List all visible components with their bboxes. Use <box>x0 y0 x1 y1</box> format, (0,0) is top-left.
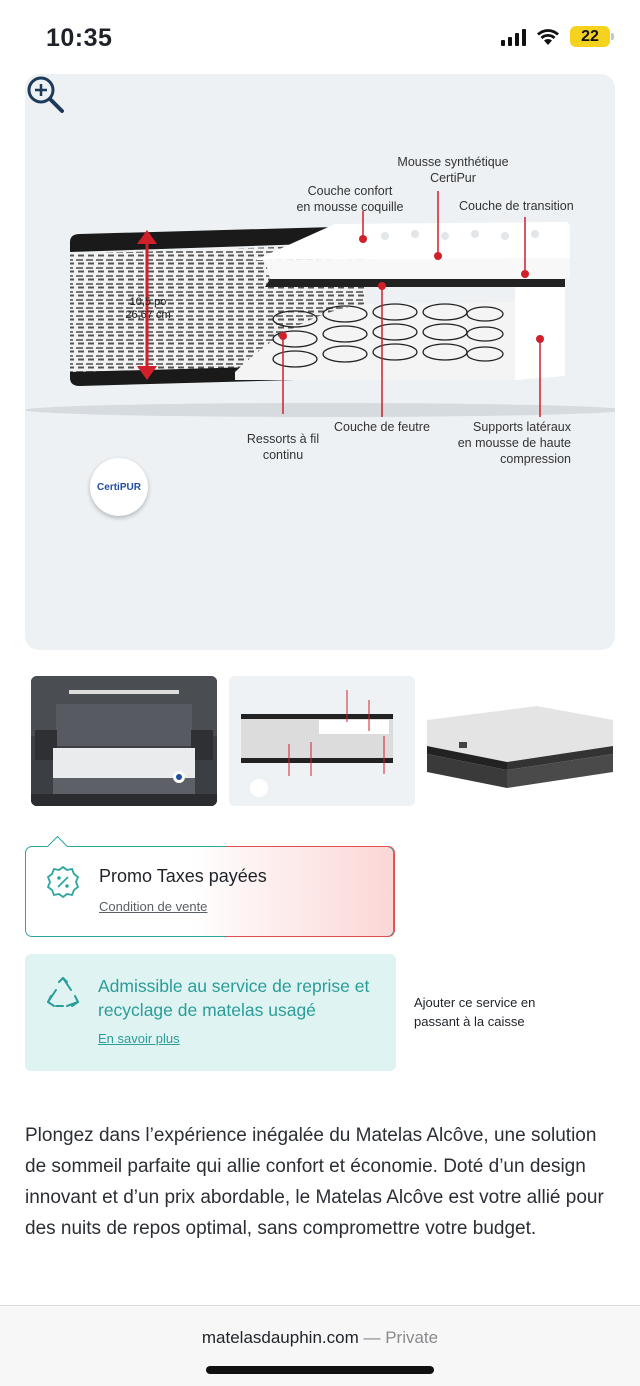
label-hauteur: 10,5 po 26,67 cm <box>125 296 171 321</box>
condition-de-vente-link[interactable]: Condition de vente <box>99 899 208 914</box>
product-main-image[interactable] <box>25 74 615 650</box>
status-icons <box>501 26 610 47</box>
signal-icon <box>501 28 526 46</box>
url-display[interactable] <box>0 1328 640 1348</box>
en-savoir-plus-link[interactable]: En savoir plus <box>98 1031 180 1046</box>
thumbnail-diagram[interactable] <box>229 676 415 806</box>
recycle-service-box <box>25 954 396 1071</box>
label-supports-lateraux: Supports latéraux en mousse de haute compression <box>457 420 571 466</box>
thumbnail-bedroom[interactable] <box>31 676 217 806</box>
certipur-logo-text: CertiPUR <box>97 481 141 493</box>
recycle-icon <box>45 976 81 1012</box>
url-separator: — <box>358 1328 386 1347</box>
home-indicator[interactable] <box>206 1366 434 1374</box>
status-bar <box>0 0 640 70</box>
url-domain: matelasdauphin.com <box>201 1328 359 1347</box>
recycle-title: Admissible au service de reprise et recyclage de matelas usagé <box>98 976 370 1020</box>
browser-address-bar[interactable] <box>0 1305 640 1386</box>
battery-icon <box>570 26 610 47</box>
product-thumbnails <box>31 676 615 806</box>
status-time: 10:35 <box>46 24 113 52</box>
thumbnail-bedroom-image <box>31 676 217 806</box>
thumbnail-diagram-image <box>229 676 415 806</box>
recycle-aside-text: Ajouter ce service en passant à la caisse <box>414 995 536 1029</box>
label-couche-feutre: Couche de feutre <box>334 420 430 434</box>
thumbnail-mattress-angle[interactable] <box>427 676 613 806</box>
label-ressorts: Ressorts à fil continu <box>246 432 320 462</box>
label-couche-confort: Couche confort en mousse coquille <box>296 184 404 214</box>
label-mousse-synthetique: Mousse synthétique CertiPur <box>397 155 509 185</box>
thumbnail-mattress-image <box>427 676 613 806</box>
zoom-in-icon[interactable] <box>25 74 65 114</box>
certipur-logo <box>90 458 148 516</box>
wifi-icon <box>535 27 561 46</box>
promo-taxes-box <box>25 846 394 937</box>
private-mode-label: Private <box>385 1328 439 1347</box>
promo-title: Promo Taxes payées <box>99 866 267 886</box>
promo-border-accent <box>225 846 395 937</box>
discount-badge-icon <box>46 865 80 899</box>
label-couche-transition: Couche de transition <box>459 199 574 213</box>
product-description: Plongez dans l’expérience inégalée du Matelas Alcôve, une solution de sommeil parfaite qui allie confort et économie. Doté d’un design innovant et d’un prix abordable, le Matelas Alcôve est votre allié pour des nuits de repos optimal, sans compromettre votre budget. <box>25 1125 604 1239</box>
battery-level: 22 <box>581 27 599 45</box>
